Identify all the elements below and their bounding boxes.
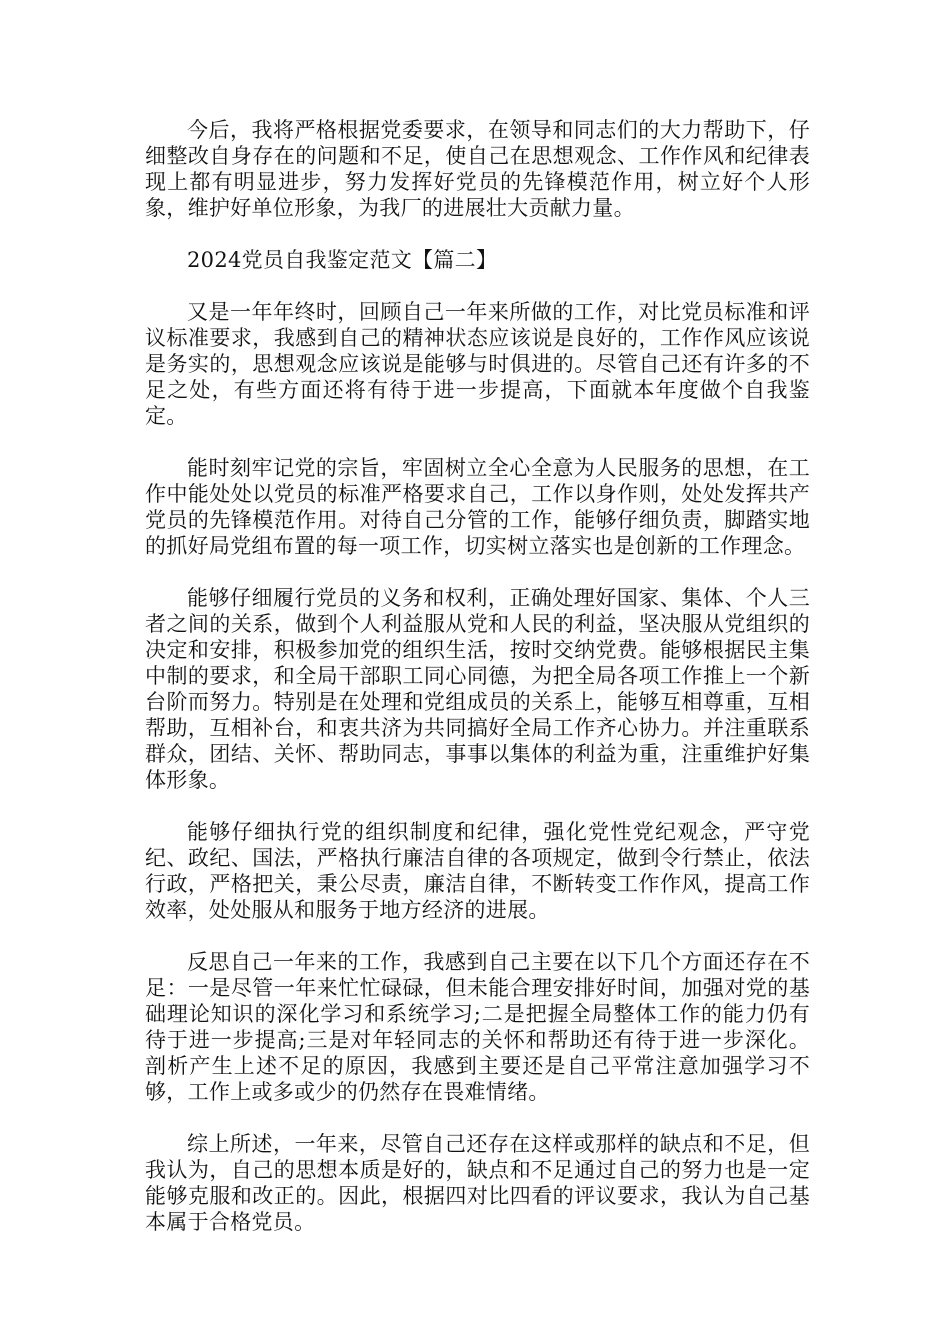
section-heading: 2024党员自我鉴定范文【篇二】 bbox=[187, 248, 498, 272]
document-body bbox=[145, 117, 810, 1261]
paragraph-summary: 综上所述，一年来，尽管自己还存在这样或那样的缺点和不足，但我认为，自己的思想本质是好的，缺点和不足通过自己的努力也是一定能够克服和改正的。因此，根据四对比四看的评议要求，我认为自己基本属于合格党员。 bbox=[145, 1132, 810, 1234]
paragraph-reflection: 反思自己一年来的工作，我感到自己主要在以下几个方面还存在不足：一是尽管一年来忙忙碌碌，但未能合理安排好时间，加强对党的基础理论知识的深化学习和系统学习;二是把握全局整体工作的能力仍有待于进一步提高;三是对年轻同志的关怀和帮助还有待于进一步深化。剖析产生上述不足的原因，我感到主要还是自己平常注意加强学习不够，工作上或多或少的仍然存在畏难情绪。 bbox=[145, 950, 810, 1104]
paragraph-duties-rights: 能够仔细履行党员的义务和权利，正确处理好国家、集体、个人三者之间的关系，做到个人利益服从党和人民的利益，坚决服从党组织的决定和安排，积极参加党的组织生活，按时交纳党费。能够根据民主集中制的要求，和全局干部职工同心同德，为把全局各项工作推上一个新台阶而努力。特别是在处理和党组成员的关系上，能够互相尊重，互相帮助，互相补台，和衷共济为共同搞好全局工作齐心协力。并注重联系群众，团结、关怀、帮助同志，事事以集体的利益为重，注重维护好集体形象。 bbox=[145, 586, 810, 792]
paragraph-party-purpose: 能时刻牢记党的宗旨，牢固树立全心全意为人民服务的思想，在工作中能处处以党员的标准严格要求自己，工作以身作则，处处发挥共产党员的先锋模范作用。对待自己分管的工作，能够仔细负责，脚踏实地的抓好局党组布置的每一项工作，切实树立落实也是创新的工作理念。 bbox=[145, 456, 810, 558]
paragraph-discipline: 能够仔细执行党的组织制度和纪律，强化党性党纪观念，严守党纪、政纪、国法，严格执行廉洁自律的各项规定，做到令行禁止，依法行政，严格把关，秉公尽责，廉洁自律，不断转变工作作风，提高工作效率，处处服从和服务于地方经济的进展。 bbox=[145, 820, 810, 922]
paragraph-conclusion-part-one: 今后，我将严格根据党委要求，在领导和同志们的大力帮助下，仔细整改自身存在的问题和不足，使自己在思想观念、工作作风和纪律表现上都有明显进步，努力发挥好党员的先锋模范作用，树立好个人形象，维护好单位形象，为我厂的进展壮大贡献力量。 bbox=[145, 118, 810, 220]
paragraph-intro: 又是一年年终时，回顾自己一年来所做的工作，对比党员标准和评议标准要求，我感到自己的精神状态应该说是良好的，工作作风应该说是务实的，思想观念应该说是能够与时俱进的。尽管自己还有许多的不足之处，有些方面还将有待于进一步提高，下面就本年度做个自我鉴定。 bbox=[145, 300, 810, 428]
